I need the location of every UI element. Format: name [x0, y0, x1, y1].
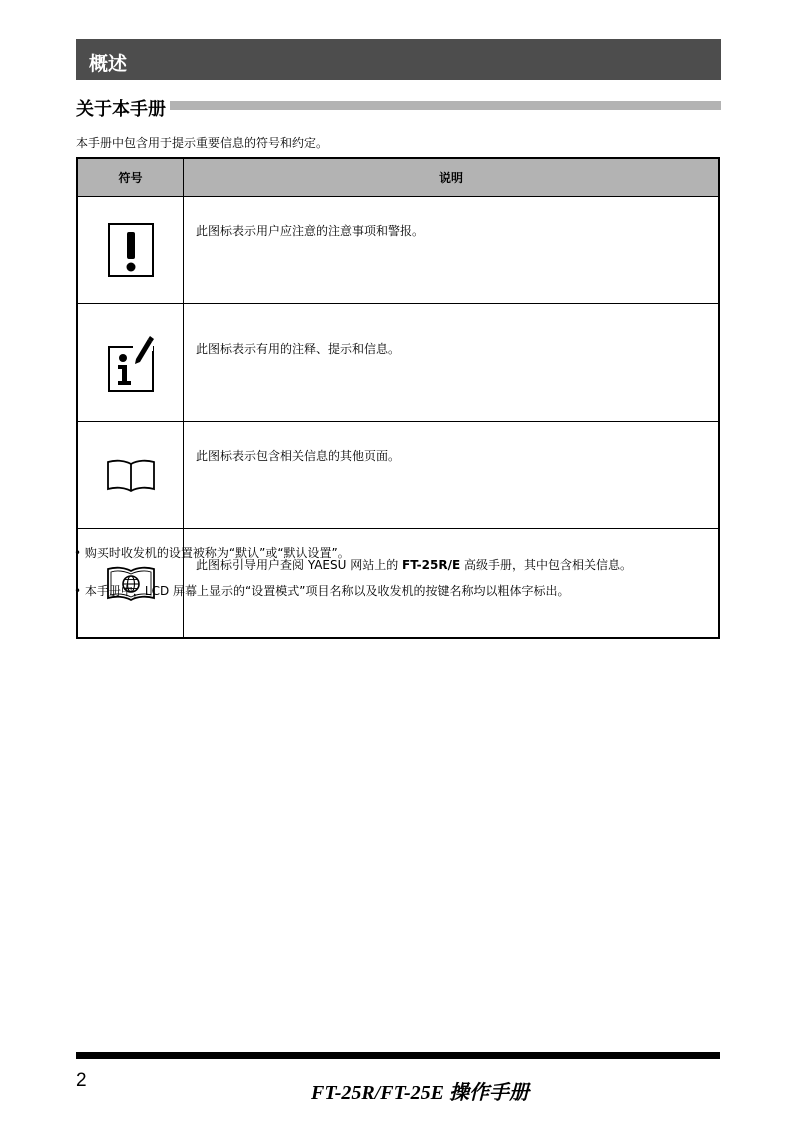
description-cell: 此图标表示有用的注释、提示和信息。 [184, 304, 720, 422]
header-description: 说明 [184, 158, 720, 197]
symbol-table [76, 157, 720, 639]
model-name-bold: FT-25R/E [402, 558, 461, 572]
note-bold-convention: • 本手册中，LCD 屏幕上显示的“设置模式”项目名称以及收发机的按键名称均以粗体字标出。 [74, 584, 570, 598]
icon-cell [77, 304, 184, 422]
footer-title: FT-25R/FT-25E 操作手册 [311, 1082, 529, 1104]
page-number: 2 [76, 1070, 87, 1091]
section-header-bar [76, 39, 721, 80]
table-row [77, 197, 719, 304]
info-note-icon [78, 333, 183, 393]
footer-rule [76, 1052, 720, 1059]
table-row [77, 422, 719, 529]
subsection-title: 关于本手册 [76, 95, 170, 121]
table-row [77, 304, 719, 422]
subsection-rule [150, 101, 721, 110]
section-title: 概述 [89, 53, 128, 75]
description-cell: 此图标表示用户应注意的注意事项和警报。 [184, 197, 720, 304]
open-book-icon [78, 458, 183, 492]
description-text-rest: 高级手册，其中包含相关信息。 [460, 558, 632, 572]
icon-cell [77, 197, 184, 304]
intro-text: 本手册中包含用于提示重要信息的符号和约定。 [76, 136, 329, 150]
table-header-row [77, 158, 719, 197]
description-text: 此图标引导用户查阅 YAESU 网站上的 [196, 558, 403, 572]
exclamation-icon [78, 222, 183, 278]
description-cell: 此图标表示包含相关信息的其他页面。 [184, 422, 720, 529]
icon-cell [77, 422, 184, 529]
header-symbol: 符号 [77, 158, 184, 197]
note-default-settings: • 购买时收发机的设置被称为“默认”或“默认设置”。 [74, 546, 350, 560]
